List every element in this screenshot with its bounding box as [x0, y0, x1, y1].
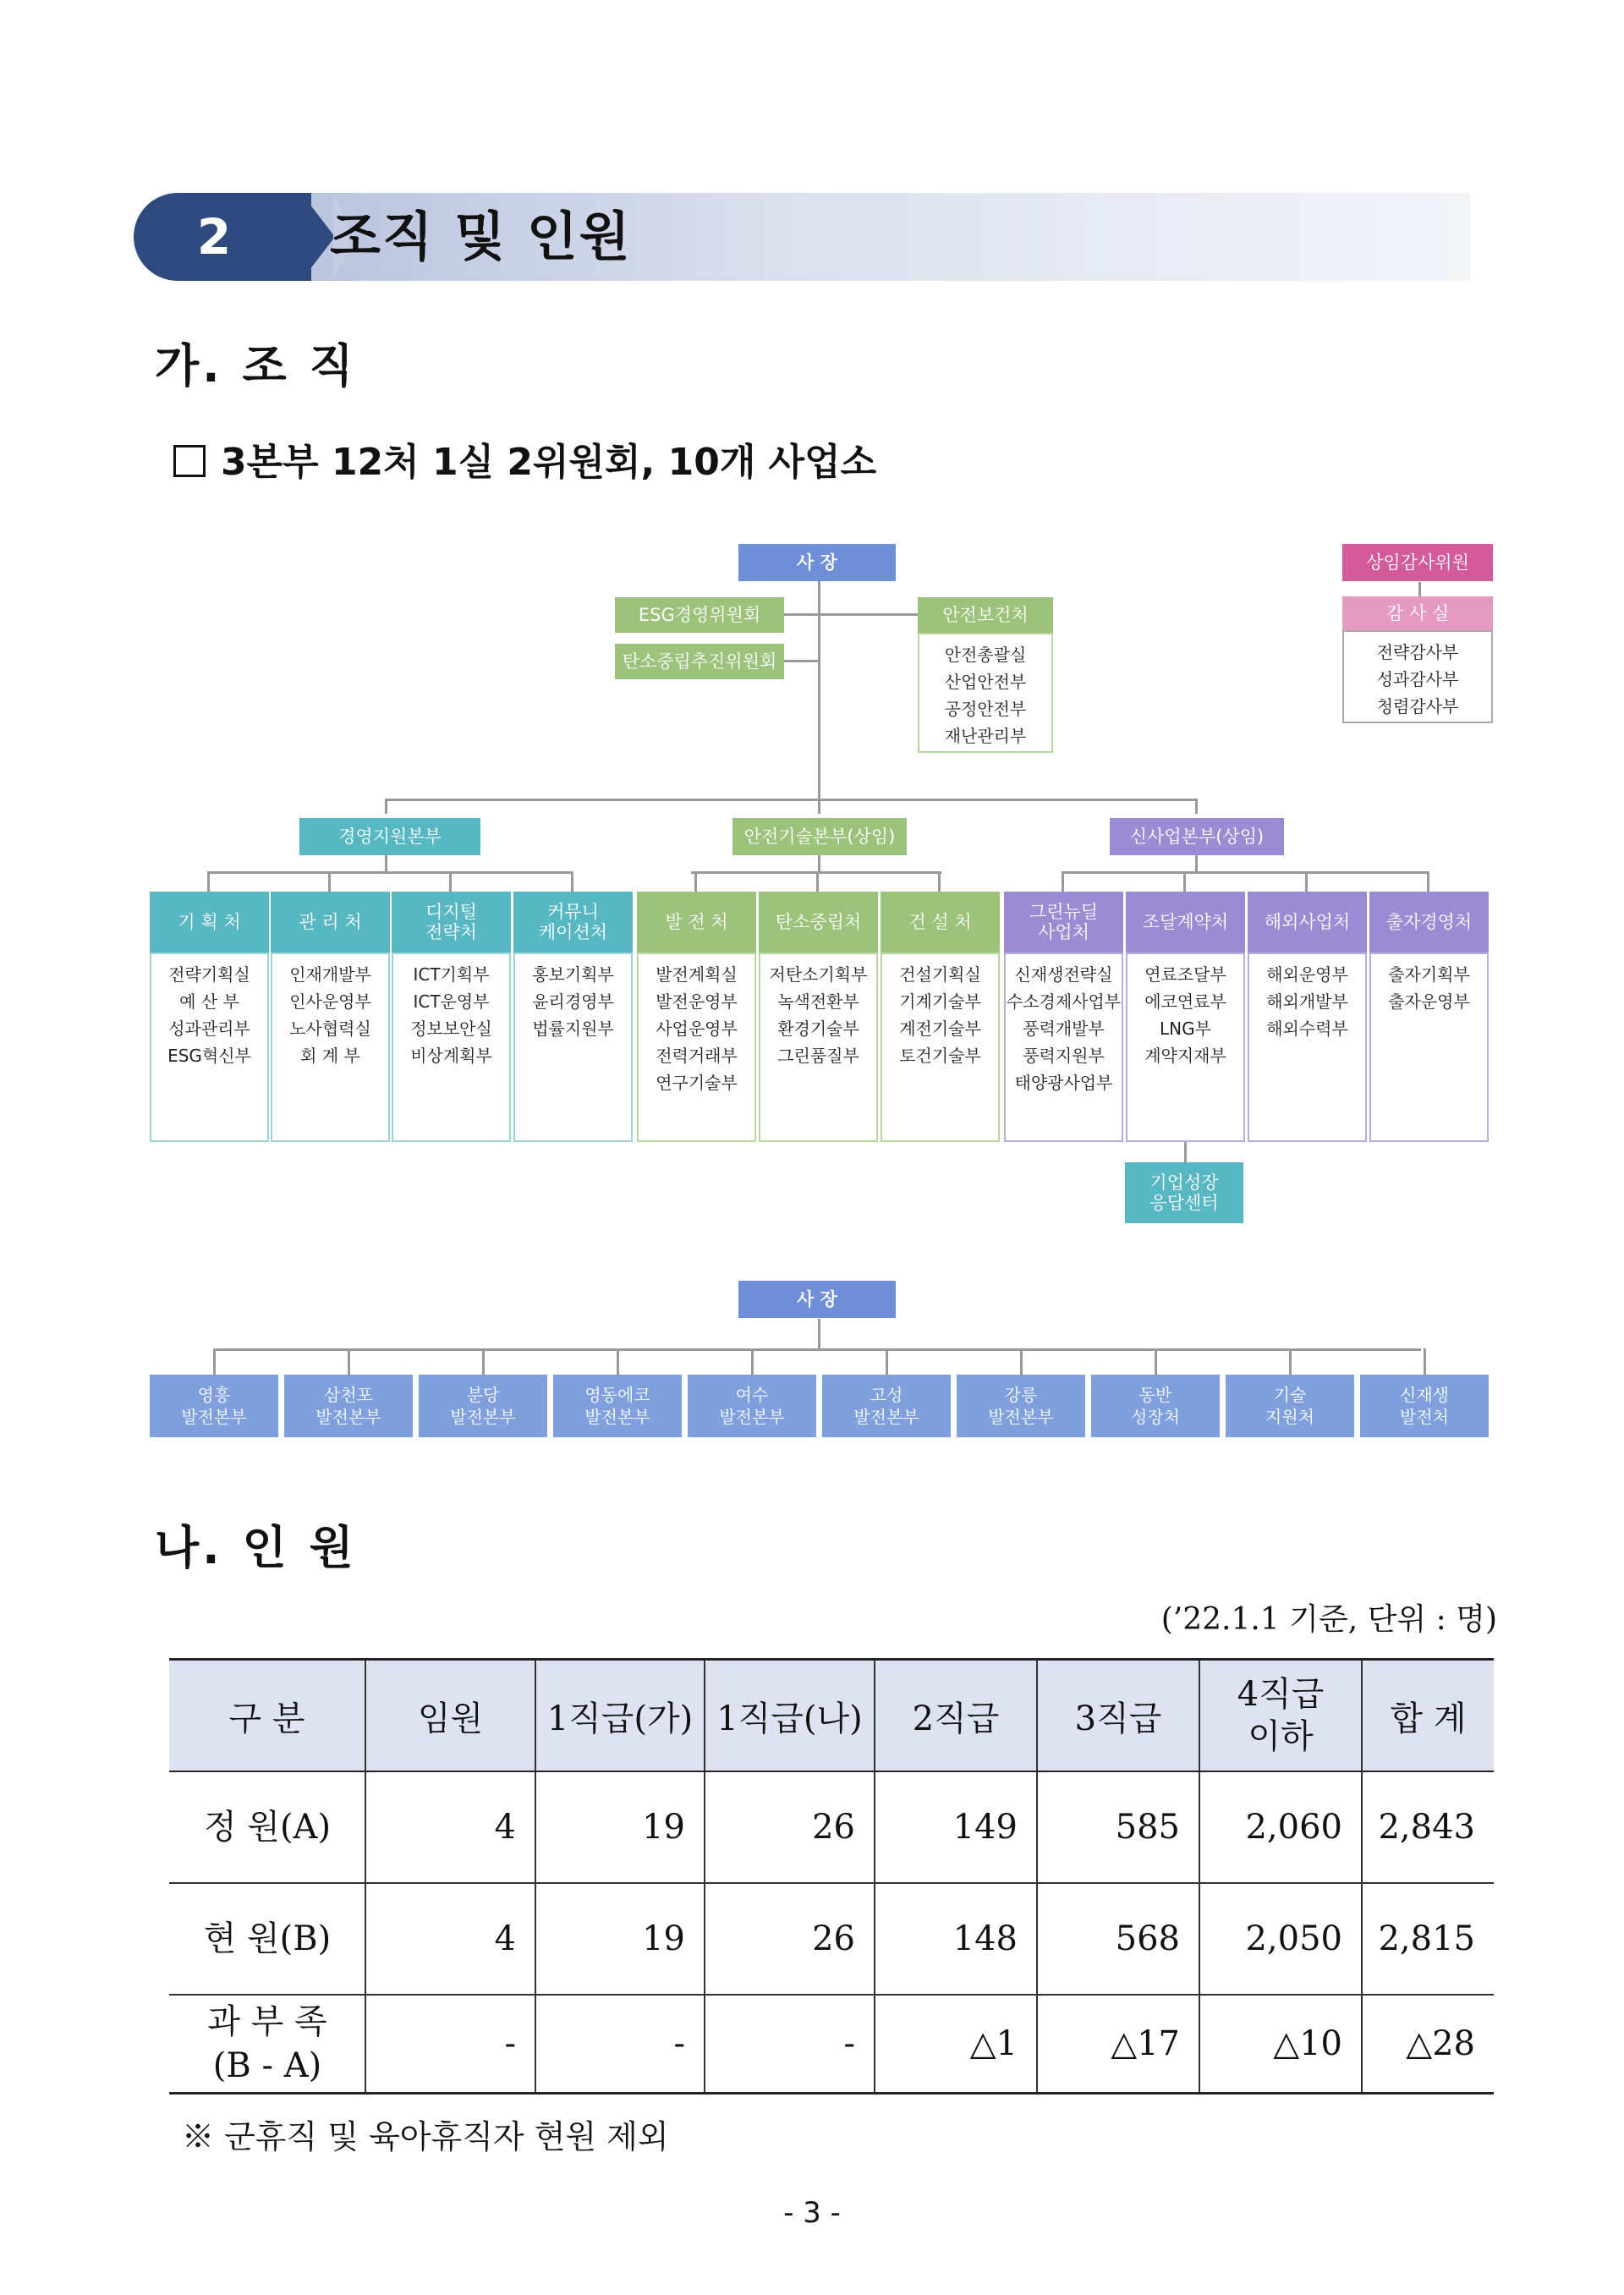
table-cell: -: [535, 1995, 705, 2094]
connector: [482, 1348, 485, 1375]
connector: [617, 1348, 619, 1375]
col-header: 1직급(가): [535, 1660, 705, 1772]
connector: [818, 854, 820, 873]
office-depts: [1248, 953, 1367, 1142]
dept-item: 출자기획부: [1388, 964, 1470, 985]
dept-item: 노사협력실: [289, 1018, 371, 1039]
org-summary-text: 3본부 12처 1실 2위원회, 10개 사업소: [221, 441, 877, 484]
connector: [385, 854, 387, 873]
row-label: 과 부 족 (B - A): [169, 1995, 365, 2094]
connector: [215, 1348, 1421, 1351]
connector: [1062, 871, 1064, 892]
connector: [328, 871, 331, 892]
connector: [1195, 799, 1198, 814]
branch-node: 영흥 발전본부: [150, 1375, 278, 1437]
dept-item: 토건기술부: [899, 1046, 981, 1066]
connector: [449, 871, 452, 892]
dept-item: ICT운영부: [413, 991, 490, 1012]
dept-item: 해외운영부: [1266, 964, 1348, 985]
branch-node: 고성 발전본부: [822, 1375, 951, 1437]
table-cell: 26: [705, 1771, 875, 1883]
committee-carbon: 탄소중립추진위원회: [615, 644, 784, 679]
branch-node: 영동에코 발전본부: [553, 1375, 682, 1437]
table-cell: 2,815: [1362, 1883, 1494, 1995]
branch-node: 분당 발전본부: [419, 1375, 547, 1437]
audit-office-depts: [1342, 630, 1493, 723]
division-safety-tech: 안전기술본부(상임): [732, 818, 907, 855]
col-header: 3직급: [1037, 1660, 1199, 1772]
table-cell: 149: [875, 1771, 1037, 1883]
table-cell: -: [365, 1995, 535, 2094]
dept-item: 비상계획부: [410, 1046, 492, 1066]
table-cell: 148: [875, 1883, 1037, 1995]
table-cell: 568: [1037, 1883, 1199, 1995]
connector: [1424, 1348, 1426, 1375]
branch-node: 동반 성장처: [1091, 1375, 1220, 1437]
office-depts: [759, 953, 878, 1142]
dept-item: 공정안전부: [944, 699, 1027, 719]
office-depts: [392, 953, 511, 1142]
page-number: - 3 -: [783, 2196, 841, 2230]
dept-item: 그린품질부: [777, 1046, 859, 1066]
dept-item: 정보보안실: [410, 1018, 492, 1039]
office-title: 출자경영처: [1369, 892, 1489, 953]
col-header: 4직급 이하: [1199, 1660, 1362, 1772]
dept-item: 성과감사부: [1376, 669, 1459, 689]
org-heading: 가. 조 직: [155, 339, 357, 393]
table-cell: △17: [1037, 1995, 1199, 2094]
table-header-row: [169, 1660, 1494, 1772]
table-cell: 19: [535, 1771, 705, 1883]
table-cell: △1: [875, 1995, 1037, 2094]
dept-item: 계약지재부: [1144, 1046, 1226, 1066]
connector: [1184, 1142, 1187, 1162]
connector: [1195, 854, 1198, 873]
dept-item: 산업안전부: [944, 672, 1027, 692]
table-cell: △28: [1362, 1995, 1494, 2094]
office-depts: [1004, 953, 1123, 1142]
division-management: 경영지원본부: [299, 818, 480, 855]
dept-item: 전략기획실: [168, 964, 250, 985]
table-cell: -: [705, 1995, 875, 2094]
connector: [694, 871, 697, 892]
dept-item: 회 계 부: [300, 1046, 360, 1066]
connector: [782, 660, 820, 662]
dept-item: 성과관리부: [168, 1018, 250, 1039]
connector: [782, 613, 918, 616]
table-cell: 585: [1037, 1771, 1199, 1883]
connector: [1427, 871, 1429, 892]
table-row: [169, 1771, 1494, 1883]
col-header: 임원: [365, 1660, 535, 1772]
connector: [348, 1348, 350, 1375]
safety-office-depts: [918, 633, 1053, 753]
office-title: 건 설 처: [881, 892, 1000, 953]
unit-note: (’22.1.1 기준, 단위 : 명): [1160, 1602, 1497, 1637]
branch-node: 여수 발전본부: [688, 1375, 816, 1437]
connector: [207, 871, 573, 874]
col-header: 구 분: [169, 1660, 365, 1772]
dept-item: 사업운영부: [656, 1018, 738, 1039]
table-cell: 4: [365, 1771, 535, 1883]
col-header: 합 계: [1362, 1660, 1494, 1772]
connector: [571, 871, 573, 892]
connector: [385, 799, 387, 814]
office-title: 기 획 처: [150, 892, 269, 953]
dept-item: 기계기술부: [899, 991, 981, 1012]
office-title: 디지털 전략처: [392, 892, 511, 953]
audit-office-title: 감 사 실: [1342, 596, 1493, 630]
dept-item: 홍보기획부: [532, 964, 614, 985]
dept-item: 연료조달부: [1144, 964, 1226, 985]
table-cell: 4: [365, 1883, 535, 1995]
office-title: 탄소중립처: [759, 892, 878, 953]
col-header: 1직급(나): [705, 1660, 875, 1772]
table-cell: 26: [705, 1883, 875, 1995]
row-label: 현 원(B): [169, 1883, 365, 1995]
dept-item: ESG혁신부: [167, 1046, 251, 1066]
connector: [1305, 871, 1308, 892]
footnote: ※ 군휴직 및 육아휴직자 현원 제외: [182, 2118, 669, 2155]
dept-item: 연구기술부: [656, 1073, 738, 1093]
staff-table: [169, 1658, 1494, 2095]
office-depts: [637, 953, 756, 1142]
table-cell: 2,060: [1199, 1771, 1362, 1883]
table-cell: 2,843: [1362, 1771, 1494, 1883]
dept-item: 건설기획실: [899, 964, 981, 985]
connector: [207, 871, 210, 892]
office-title: 관 리 처: [271, 892, 390, 953]
dept-item: 수소경제사업부: [1006, 991, 1122, 1012]
division-new-business: 신사업본부(상임): [1110, 818, 1284, 855]
dept-item: ICT기획부: [413, 964, 490, 985]
connector: [938, 871, 941, 892]
safety-office-title: 안전보건처: [918, 597, 1053, 633]
dept-item: LNG부: [1160, 1018, 1211, 1039]
office-depts: [150, 953, 269, 1142]
dept-item: 녹색전환부: [777, 991, 859, 1012]
dept-item: 에코연료부: [1144, 991, 1226, 1012]
connector: [1289, 1348, 1292, 1375]
dept-item: 환경기술부: [777, 1018, 859, 1039]
office-depts: [1369, 953, 1489, 1142]
connector: [886, 1348, 888, 1375]
audit-committee-node: 상임감사위원: [1342, 544, 1493, 581]
connector: [213, 1348, 216, 1375]
sub-center-node: 기업성장 응답센터: [1125, 1162, 1243, 1223]
col-header: 2직급: [875, 1660, 1037, 1772]
dept-item: 저탄소기획부: [769, 964, 868, 985]
office-depts: [1126, 953, 1245, 1142]
table-cell: △10: [1199, 1995, 1362, 2094]
office-title: 그린뉴딜 사업처: [1004, 892, 1123, 953]
dept-item: 풍력개발부: [1023, 1018, 1105, 1039]
office-depts: [881, 953, 1000, 1142]
staff-heading: 나. 인 원: [155, 1521, 357, 1574]
connector: [751, 1348, 754, 1375]
connector: [818, 1319, 820, 1349]
connector: [818, 799, 820, 814]
dept-item: 해외수력부: [1266, 1018, 1348, 1039]
dept-item: 인사운영부: [289, 991, 371, 1012]
dept-item: 출자운영부: [1388, 991, 1470, 1012]
connector: [1155, 1348, 1157, 1375]
dept-item: 발전운영부: [656, 991, 738, 1012]
dept-item: 법률지원부: [532, 1018, 614, 1039]
dept-item: 재난관리부: [944, 726, 1027, 746]
branch-node: 기술 지원처: [1226, 1375, 1354, 1437]
office-title: 조달계약처: [1126, 892, 1245, 953]
dept-item: 전력거래부: [656, 1046, 738, 1066]
ceo-node: 사 장: [738, 544, 896, 581]
connector: [818, 579, 820, 799]
branch-node: 삼천포 발전본부: [284, 1375, 413, 1437]
connector: [1020, 1348, 1023, 1375]
connector: [816, 871, 819, 892]
office-title: 커뮤니 케이션처: [513, 892, 633, 953]
connector: [1183, 871, 1186, 892]
dept-item: 인재개발부: [289, 964, 371, 985]
dept-item: 예 산 부: [179, 991, 239, 1012]
dept-item: 계전기술부: [899, 1018, 981, 1039]
table-row: [169, 1883, 1494, 1995]
row-label: 정 원(A): [169, 1771, 365, 1883]
dept-item: 윤리경영부: [532, 991, 614, 1012]
connector: [1063, 871, 1427, 874]
ceo-node-2: 사 장: [738, 1281, 896, 1318]
table-cell: 2,050: [1199, 1883, 1362, 1995]
dept-item: 전략감사부: [1376, 642, 1459, 662]
office-title: 발 전 처: [637, 892, 756, 953]
section-title: 조직 및 인원: [330, 206, 632, 267]
table-cell: 19: [535, 1883, 705, 1995]
office-depts: [513, 953, 633, 1142]
table-row: [169, 1995, 1494, 2094]
dept-item: 해외개발부: [1266, 991, 1348, 1012]
section-number: 2: [196, 208, 232, 266]
committee-esg: ESG경영위원회: [615, 597, 784, 633]
branch-node: 강릉 발전본부: [957, 1375, 1085, 1437]
dept-item: 청렴감사부: [1376, 696, 1459, 717]
dept-item: 안전총괄실: [944, 645, 1027, 665]
connector: [385, 799, 1197, 801]
office-depts: [271, 953, 390, 1142]
office-title: 해외사업처: [1248, 892, 1367, 953]
dept-item: 발전계획실: [656, 964, 738, 985]
dept-item: 풍력지원부: [1023, 1046, 1105, 1066]
branch-node: 신재생 발전처: [1360, 1375, 1489, 1437]
dept-item: 태양광사업부: [1014, 1073, 1113, 1093]
dept-item: 신재생전략실: [1014, 964, 1113, 985]
